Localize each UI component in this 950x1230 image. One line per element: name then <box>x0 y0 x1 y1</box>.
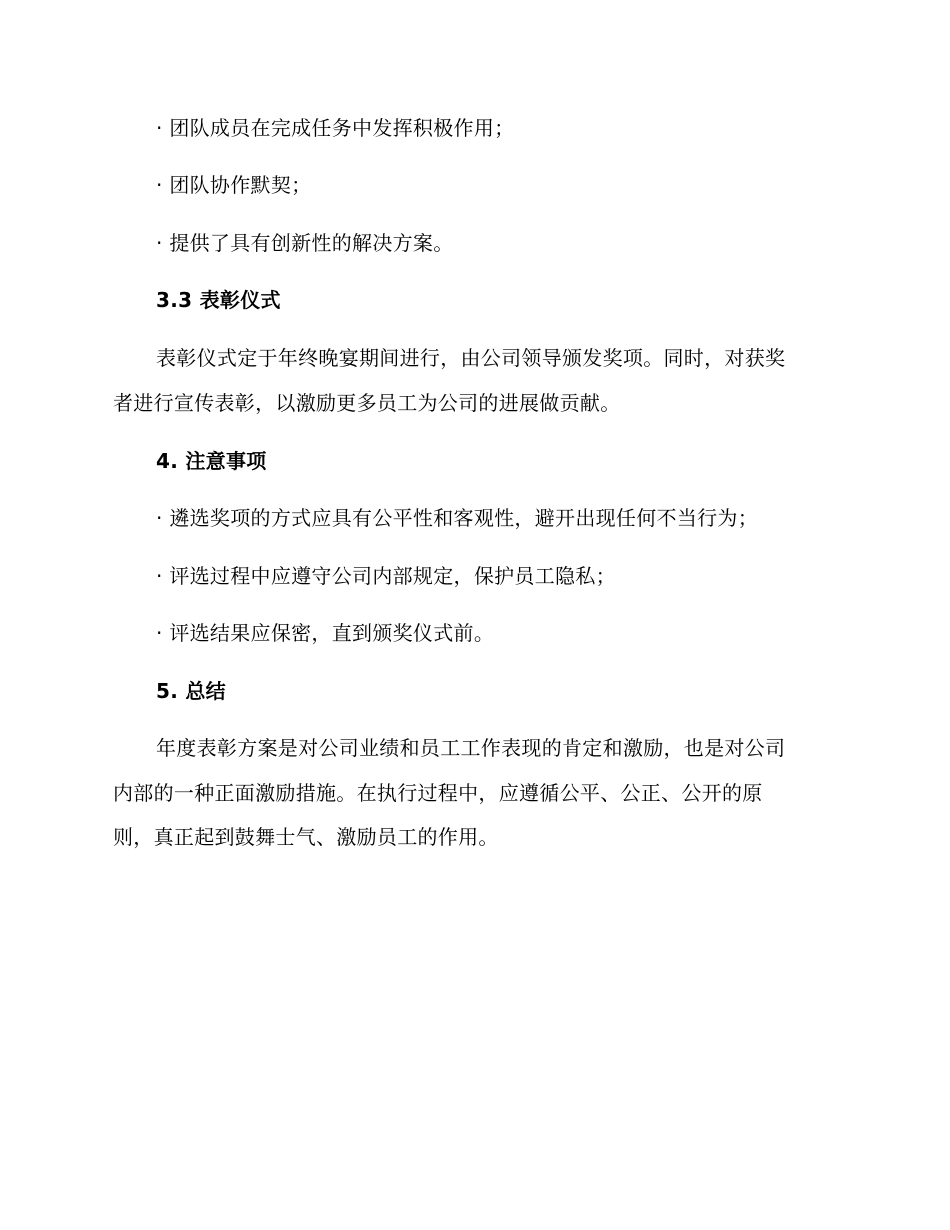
bullet-item: · 提供了具有创新性的解决方案。 <box>156 231 454 255</box>
paragraph-line: 则，真正起到鼓舞士气、激励员工的作用。 <box>113 825 499 849</box>
bullet-item: · 遴选奖项的方式应具有公平性和客观性，避开出现任何不当行为； <box>156 506 759 530</box>
paragraph-line: 者进行宣传表彰，以激励更多员工为公司的进展做贡献。 <box>113 391 621 415</box>
paragraph-line: 年度表彰方案是对公司业绩和员工工作表现的肯定和激励，也是对公司 <box>156 736 786 760</box>
paragraph-line: 内部的一种正面激励措施。在执行过程中，应遵循公平、公正、公开的原 <box>113 781 763 805</box>
bullet-item: · 团队协作默契； <box>156 173 312 197</box>
section-heading-5: 5. 总结 <box>156 679 226 703</box>
paragraph-line: 表彰仪式定于年终晚宴期间进行，由公司领导颁发奖项。同时，对获奖 <box>156 346 786 370</box>
section-heading-4: 4. 注意事项 <box>156 449 267 473</box>
bullet-item: · 评选结果应保密，直到颁奖仪式前。 <box>156 621 495 645</box>
bullet-item: · 评选过程中应遵守公司内部规定，保护员工隐私； <box>156 564 616 588</box>
bullet-item: · 团队成员在完成任务中发挥积极作用； <box>156 116 515 140</box>
section-heading-3-3: 3.3 表彰仪式 <box>156 288 281 312</box>
